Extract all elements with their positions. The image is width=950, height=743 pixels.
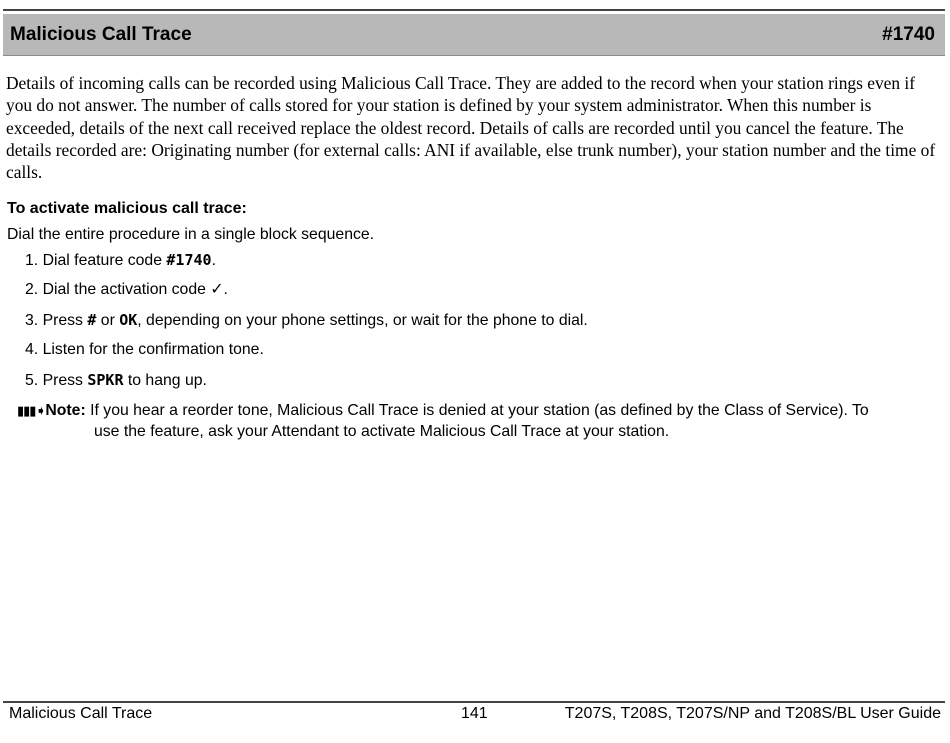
footer-guide-title: T207S, T208S, T207S/NP and T208S/BL User Guide [564, 705, 941, 722]
step-1: 1. Dial feature code #1740. [25, 251, 216, 269]
page-title: Malicious Call Trace [10, 23, 192, 45]
note-label: Note: [45, 402, 86, 419]
footer-page-number: 141 [461, 705, 488, 722]
top-rule [3, 9, 945, 11]
section-heading: To activate malicious call trace: [7, 200, 247, 217]
key-hash: # [87, 311, 97, 329]
note-line-2: use the feature, ask your Attendant to activate Malicious Call Trace at your station. [94, 423, 670, 440]
feature-code: #1740 [882, 23, 935, 45]
bottom-rule [3, 701, 945, 703]
note-line-1: If you hear a reorder tone, Malicious Call Trace is denied at your station (as defined by the Class of Service). To [90, 402, 869, 419]
step-3: 3. Press # or OK, depending on your phone settings, or wait for the phone to dial. [25, 311, 588, 329]
key-code: #1740 [166, 251, 212, 269]
footer-section-title: Malicious Call Trace [9, 705, 153, 722]
lead-text: Dial the entire procedure in a single block sequence. [7, 226, 375, 243]
checkmark-icon: ✓ [210, 281, 224, 298]
step-4: 4. Listen for the confirmation tone. [25, 341, 264, 358]
steps-list [25, 250, 588, 400]
title-bar [3, 14, 945, 56]
arrow-icon: ▮▮▮➧ [17, 403, 46, 418]
step-5: 5. Press SPKR to hang up. [25, 371, 207, 389]
step-2: 2. Dial the activation code ✓. [25, 281, 228, 298]
note-block [17, 400, 937, 442]
key-ok: OK [119, 311, 138, 329]
intro-paragraph: Details of incoming calls can be recorded using Malicious Call Trace. They are added to the record when your station rings even if you do not answer. The number of calls stored for your station is defined by your system administrator. When this number is exceeded, details of the next call received replace the oldest record. Details of calls are recorded until you cancel the feature. The details recorded are: Originating number (for external calls: ANI if available, else trunk number), your station number and the time of calls. [6, 73, 936, 183]
key-spkr: SPKR [87, 371, 124, 389]
